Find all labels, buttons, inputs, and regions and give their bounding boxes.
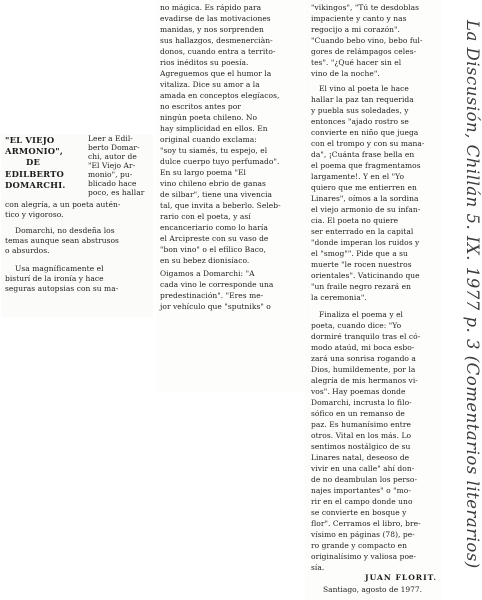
body-line: sus hallazgos, desmenerciàn- <box>160 36 273 45</box>
body-line: en su bebez dionisíaco. <box>160 256 250 265</box>
body-line: Oigamos a Domarchi: "A <box>160 269 255 278</box>
body-line: entonces "ajado rostro se <box>311 117 409 126</box>
body-line: amada en conceptos elegíacos, <box>160 91 280 100</box>
body-line: originalísimo y valiosa poe- <box>311 552 417 561</box>
body-line: de silbar", tiene una vivencia <box>160 190 273 199</box>
body-line: gores de relámpagos celes- <box>311 47 417 56</box>
body-line: flor". Cerramos el libro, bre- <box>311 519 421 528</box>
body-line: el Arcipreste con su vaso de <box>160 234 269 243</box>
body-line: hay simplicidad en ellos. En <box>160 124 268 133</box>
body-line: vitaliza. Dice su amor a la <box>160 80 260 89</box>
article-title-line: DE <box>26 157 41 167</box>
body-line: jor vehículo que "sputniks" o <box>160 302 271 311</box>
middle-column <box>156 0 304 393</box>
body-line: y puebla sus soledades, y <box>311 106 409 115</box>
body-line: otros. Vital en los más. Lo <box>311 431 412 440</box>
body-line: "vikingos", "Tú te desdoblas <box>311 3 420 12</box>
intro-line: Leer a Edil- <box>88 134 133 143</box>
body-line: vino de la noche". <box>311 69 380 78</box>
body-line: temas aunque sean abstrusos <box>5 236 119 245</box>
body-line: hallar la paz tan requerida <box>311 95 414 104</box>
place-date: Santiago, agosto de 1977. <box>323 585 423 594</box>
body-line: sófico en un remanso de <box>311 409 405 418</box>
left-clipping <box>1 134 153 317</box>
body-line: dormiré tranquilo tras el có- <box>311 332 421 341</box>
body-line: manidas, y nos sorprenden <box>160 25 264 34</box>
right-column <box>305 0 442 600</box>
body-line: convierte en niño que juega <box>311 128 419 137</box>
body-line: seguras autopsias con su ma- <box>5 284 119 293</box>
article-title-line: "EL VIEJO <box>5 135 55 145</box>
body-line: paz. Es humanísimo entre <box>311 420 411 429</box>
body-line: con el trompo y con su mana- <box>311 139 425 148</box>
body-line: largamente!. Y en el "Yo <box>311 172 405 181</box>
body-line: ser enterrado en la capital <box>311 227 414 236</box>
body-line: Domarchi, no desdeña los <box>15 226 115 235</box>
article-title-line: ARMONIO", <box>5 146 63 156</box>
body-line: impaciente y canto y nas <box>311 14 407 23</box>
body-line: Dios, humildemente, por la <box>311 365 416 374</box>
body-line: ro grande y compacto en <box>311 541 408 550</box>
body-line: no escritos antes por <box>160 102 241 111</box>
body-line: "soy tu siamés, tu espejo, el <box>160 146 268 155</box>
body-line: bisturí de la ironía y hace <box>5 274 104 283</box>
intro-line: monio", pu- <box>88 170 133 179</box>
intro-line: "El Viejo Ar- <box>88 161 136 170</box>
body-line: En su largo poema "El <box>160 168 247 177</box>
body-line: najes importantes" o "mo- <box>311 486 411 495</box>
body-line: evadirse de las motivaciones <box>160 14 271 23</box>
body-line: el poema que fragmentamos <box>311 161 421 170</box>
body-line: ningún poeta chileno. No <box>160 113 258 122</box>
body-line: el "smog"". Pide que a su <box>311 249 408 258</box>
body-line: tal, que invita a beberlo. Seleb- <box>160 201 281 210</box>
body-line: original cuando exclama: <box>160 135 257 144</box>
body-line: da", ¡Cuánta frase bella en <box>311 150 415 159</box>
body-line: sentimos nostálgico de su <box>311 442 411 451</box>
intro-line: berto Domar- <box>88 143 140 152</box>
intro-line: blicado hace <box>88 179 137 188</box>
body-line: regocijo a mi corazón". <box>311 25 400 34</box>
body-line: se convierte en bosque y <box>311 508 407 517</box>
intro-line: poco, es hallar <box>88 188 145 197</box>
author-signature: JUAN FLORIT. <box>365 573 437 582</box>
body-line: orientales". Vaticinando que <box>311 271 420 280</box>
body-line: Agreguemos que el humor la <box>160 69 272 78</box>
body-line: poeta, cuando dice: "Yo <box>311 321 402 330</box>
body-line: El vino al poeta le hace <box>319 84 409 93</box>
body-line: no mágica. Es rápido para <box>160 3 262 12</box>
body-line: Linares", oímos a la sordina <box>311 194 419 203</box>
body-line: vivir en una calle" ahí don- <box>311 464 415 473</box>
body-line: vos". Hay poemas donde <box>311 387 406 396</box>
body-line: alegría de mis hermanos vi- <box>311 376 418 385</box>
body-line: rir en el campo donde uno <box>311 497 413 506</box>
body-line: el viejo armonio de su infan- <box>311 205 421 214</box>
body-line: muerte "le rocen nuestros <box>311 260 412 269</box>
body-line: predestinación". "Eres me- <box>160 291 264 300</box>
body-line: "Cuando bebo vino, bebo ful- <box>311 36 423 45</box>
body-line: la ceremonia". <box>311 293 367 302</box>
article-title-line: DOMARCHI. <box>5 180 66 190</box>
body-line: o absurdos. <box>5 246 50 255</box>
body-line: "un fraile negro rezará en <box>311 282 411 291</box>
body-line: quiero que me entierren en <box>311 183 417 192</box>
intro-line: chi, autor de <box>88 152 137 161</box>
body-line: con alegría, a un poeta autén- <box>5 200 121 209</box>
body-line: cia. El poeta no quiere <box>311 216 399 225</box>
body-line: rios inéditos su poesía. <box>160 58 249 67</box>
body-line: Domarchi, incrusta lo filo- <box>311 398 412 407</box>
body-line: Finaliza el poema y el <box>319 310 404 319</box>
body-line: tico y vigoroso. <box>5 210 64 219</box>
body-line: "donde imperan los ruidos y <box>311 238 420 247</box>
body-line: de no deambulan los perso- <box>311 475 418 484</box>
body-line: rario con el poeta, y así <box>160 212 251 221</box>
handwritten-source-note: La Discusión, Chillán 5. IX. 1977 p. 3 (Comentarios literarios) <box>463 20 482 569</box>
body-line: donos, cuando entra a territo- <box>160 47 276 56</box>
body-line: cada vino le corresponde una <box>160 280 274 289</box>
body-line: tes". "¿Qué hacer sin el <box>311 58 402 67</box>
body-line: vísimo en páginas (78), pe- <box>311 530 415 539</box>
body-line: encanceriario como lo haría <box>160 223 268 232</box>
body-line: "bon vino" o el efílico Baco, <box>160 245 266 254</box>
body-line: zará una sonrisa rogando a <box>311 354 416 363</box>
article-title-line: EDILBERTO <box>5 169 65 179</box>
body-line: dulce cuerpo tuyo perfumado". <box>160 157 280 166</box>
body-line: Usa magníficamente el <box>15 264 104 273</box>
body-line: sía. <box>311 563 325 572</box>
body-line: vino chileno ebrio de ganas <box>160 179 266 188</box>
body-line: modo ataúd, mi boca esbo- <box>311 343 415 352</box>
body-line: Linares natal, deseoso de <box>311 453 410 462</box>
